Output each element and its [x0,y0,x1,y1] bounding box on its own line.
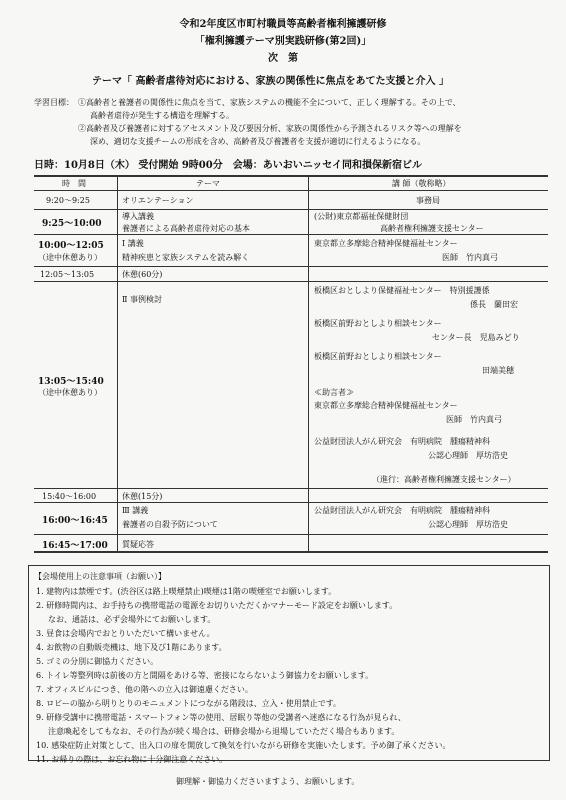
row-7-time: 16:00～16:45 [42,516,108,526]
note-4: 4. お飲物の自動販売機は、地下及び1階にあります。 [36,643,227,652]
row-7-theme-2: 養護者の自殺予防について [122,520,218,529]
row-5-lecturer-1a: 板橋区おとしより保健福祉センター 特別援護係 [314,286,490,295]
row-3-lecturer-2: 医師 竹内真弓 [442,253,498,262]
row-1-time: 9:20～9:25 [46,196,90,205]
note-9: 9. 研修受講中に携帯電話・スマートフォン等の使用、居眠り等他の受講者へ迷惑になる行為が見られ、 [36,713,406,722]
notes-title: 【会場使用上の注意事項（お願い）】 [34,572,166,581]
goal-1-line-1: ①高齢者と養護者の関係性に焦点を当て、家族システムの機能不全について、正しく理解する。その上で、 [78,98,461,107]
row-5-theme: Ⅱ 事例検討 [122,295,162,304]
row-5-lecturer-4b: 東京都立多摩総合精神保健福祉センター [314,401,458,410]
row-2-lecturer-2: 高齢者権利擁護支援センター [380,224,484,233]
goal-2-line-1: ②高齢者及び養護者に対するアセスメント及び要因分析、家族の関係性から予測されるリスク等への理解を [78,124,462,133]
note-6: 6. トイレ等整列時は前後の方と間隔をあける等、密接にならないよう御協力をお願いします。 [36,671,374,680]
note-8: 8. ロビーの脇から明りとりのモニュメントにつながる階段は、立入・使用禁止です。 [36,699,342,708]
row-7-theme-1: Ⅲ 講義 [122,506,149,515]
date-venue-line: 日時：10月8日（木） 受付開始 9時00分 会場：あいおいニッセイ同和損保新宿ビル [34,160,423,171]
row-6-theme: 休憩(15分) [122,492,163,501]
row-5-lecturer-5a: 公益財団法人がん研究会 有明病院 腫瘍精神科 [314,437,490,446]
row-3-note: （途中休憩あり） [38,253,102,262]
row-5-lecturer-2b: センター長 児島みどり [432,333,520,342]
row-2-theme-1: 導入講義 [122,212,154,221]
row-5-lecturer-1b: 係長 蘭田宏 [470,300,518,309]
row-5-time: 13:05～15:40 [38,377,104,387]
row-5-lecturer-3a: 板橋区前野おとしより相談センター [314,352,442,361]
row-1-theme: オリエンテーション [122,196,194,205]
col-header-lecturer: 講 師（敬称略） [392,179,451,188]
row-8-time: 16:45～17:00 [42,541,108,551]
col-header-theme: テーマ [196,179,220,188]
col-header-time: 時 間 [62,179,86,188]
note-9-continued: 注意喚起をしてもなお、その行為が続く場合は、研修会場から退場していただく場合もあります。 [48,727,400,736]
title-line-2: 「権利擁護テーマ別実践研修(第2回)」 [194,36,372,47]
row-5-lecturer-5b: 公認心理師 厚坊浩史 [428,451,508,460]
row-3-time: 10:00～12:05 [38,241,104,251]
row-6-time: 15:40～16:00 [42,492,97,501]
row-2-lecturer-1: (公財)東京都福祉保健財団 [314,212,409,221]
title-line-3: 次 第 [268,53,298,64]
title-line-1: 令和2年度区市町村職員等高齢者権利擁護研修 [179,19,387,30]
closing-line: 御理解・御協力くださいますよう、お願いします。 [176,777,360,786]
row-5-lecturer-4a: ≪助言者≫ [314,388,354,397]
row-5-lecturer-2a: 板橋区前野おとしより相談センター [314,319,442,328]
note-3: 3. 昼食は会場内でおとりいただいて構いません。 [36,629,215,638]
goal-2-line-2: 深め、適切な支援チームの形成を含め、高齢者及び養護者を支援が適切に行えるようになる。 [90,137,426,146]
row-5-facilitator: （進行：高齢者権利擁護支援センター） [372,475,516,484]
note-11: 11. お帰りの際は、お忘れ物に十分御注意ください。 [36,755,228,764]
goal-1-line-2: 高齢者虐待が発生する構造を理解する。 [90,111,234,120]
goals-label: 学習目標： [34,98,74,107]
row-5-lecturer-4c: 医師 竹内真弓 [446,415,502,424]
note-1: 1. 建物内は禁煙です。(渋谷区は路上喫煙禁止)喫煙は1階の喫煙室でお願いします。 [36,587,337,596]
note-10: 10. 感染症防止対策として、出入口の扉を開放して換気を行いながら研修を実施いたします。予め御了承ください。 [36,741,451,750]
row-1-lecturer: 事務局 [416,196,440,205]
row-7-lecturer-2: 公認心理師 厚坊浩史 [428,520,508,529]
row-5-note: （途中休憩あり） [38,388,102,397]
note-2-continued: なお、通話は、必ず会場外にてお願いします。 [48,615,216,624]
row-2-theme-2: 養護者による高齢者虐待対応の基本 [122,224,250,233]
row-2-time: 9:25～10:00 [42,219,102,229]
note-7: 7. オフィスビルにつき、他の階への立入は御遠慮ください。 [36,685,253,694]
note-5: 5. ゴミの分別に御協力ください。 [36,657,159,666]
row-3-lecturer-1: 東京都立多摩総合精神保健福祉センター [314,239,458,248]
note-2: 2. 研修時間内は、お手持ちの携帯電話の電源をお切りいただくかマナーモード設定をお願いします。 [36,601,398,610]
theme-line: テーマ「 高齢者虐待対応における、家族の関係性に焦点をあてた支援と介入 」 [92,76,449,87]
row-3-theme-1: Ⅰ 講義 [122,239,144,248]
row-8-theme: 質疑応答 [122,540,154,549]
row-7-lecturer-1: 公益財団法人がん研究会 有明病院 腫瘍精神科 [314,506,490,515]
row-3-theme-2: 精神疾患と家族システムを読み解く [122,253,250,262]
row-4-time: 12:05～13:05 [40,270,95,279]
row-5-lecturer-3b: 田端美穂 [482,366,514,375]
row-4-theme: 休憩(60分) [122,270,163,279]
